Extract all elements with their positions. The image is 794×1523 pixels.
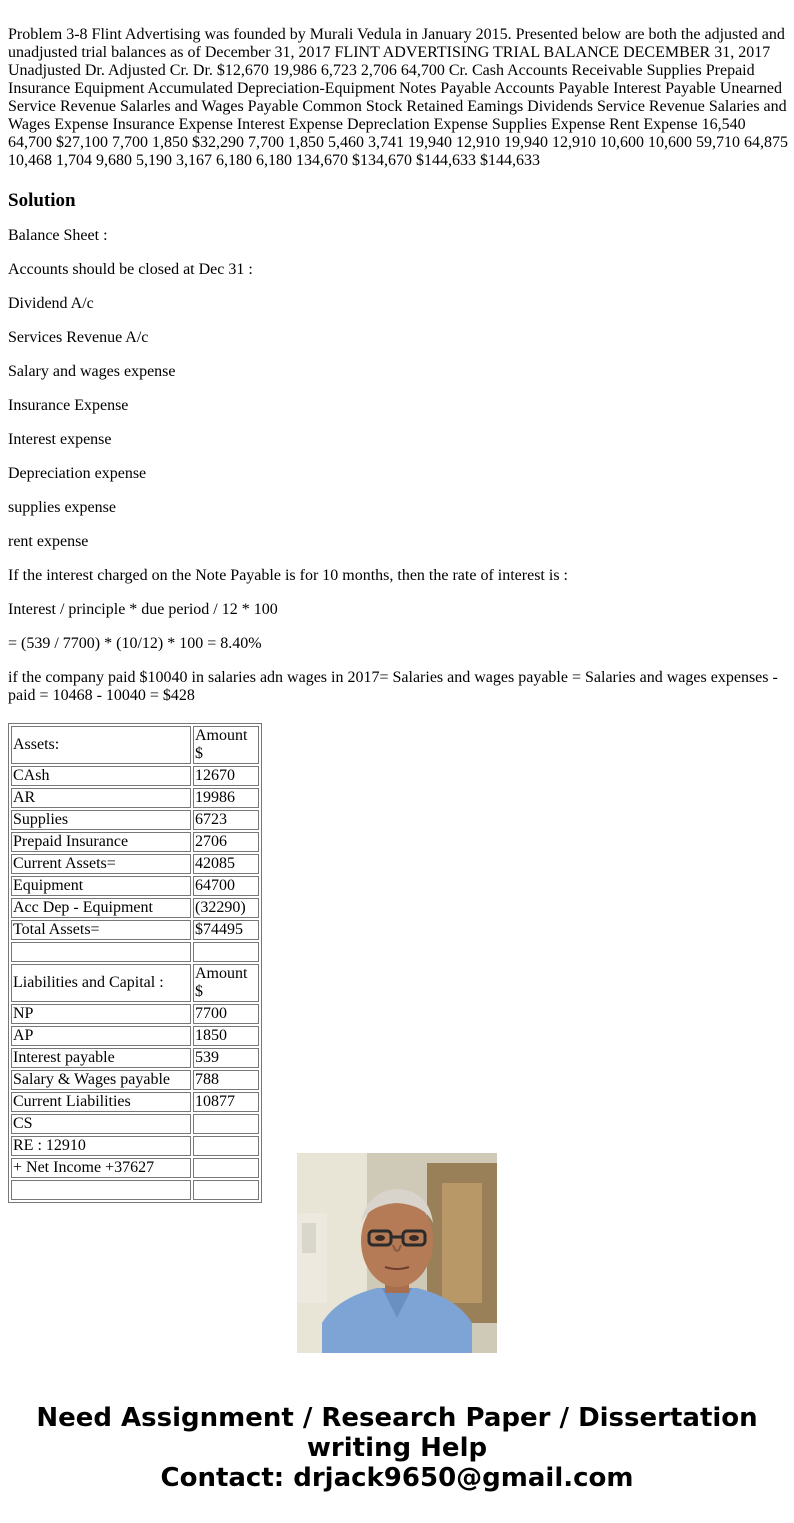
text-line: Salary and wages expense	[8, 363, 176, 380]
text-line: Dividend A/c	[8, 295, 94, 312]
promo-contact: Contact: drjack9650@gmail.com	[160, 1463, 634, 1493]
problem-text: Problem 3-8 Flint Advertising was founded by Murali Vedula in January 2015. Presented below are both the adjusted and unadjusted trial balances as of December 31, 2017 FLINT ADVERTISING TRIAL BALANCE DECEMBER 31, 2017 Unadjusted Dr. Adjusted Cr. Dr. $12,670 19,986 6,723 2,706 64,700 Cr. Cash Accounts Receivable Supplies Prepaid Insurance Equipment Accumulated Depreciation-Equipment Notes Payable Accounts Payable Interest Payable Unearned Service Revenue Salarles and Wages Payable Common Stock Retained Eamings Dividends Service Revenue Salaries and Wages Expense Insurance Expense Interest Expense Depreclation Expense Supplies Expense Rent Expense 16,540 64,700 $27,100 7,700 1,850 $32,290 7,700 1,850 5,460 3,741 19,940 12,910 19,940 12,910 10,600 10,600 59,710 64,875 10,468 1,704 9,680 5,190 3,167 6,180 6,180 134,670 $134,670 $144,633 $144,633	[8, 26, 788, 169]
row-label-cell: Interest payable	[11, 1048, 191, 1068]
table-row	[11, 942, 259, 962]
row-label-cell: Assets:	[11, 726, 191, 764]
row-amount-cell: 12670	[193, 766, 259, 786]
row-label-cell: RE : 12910	[11, 1136, 191, 1156]
table-row	[11, 1026, 259, 1046]
table-row	[11, 964, 259, 1002]
table-row	[11, 1048, 259, 1068]
row-label-cell: AR	[11, 788, 191, 808]
row-label-cell: Total Assets=	[11, 920, 191, 940]
row-amount-cell: Amount $	[193, 726, 259, 764]
balance-sheet-container	[8, 723, 268, 1176]
table-row	[11, 1180, 259, 1200]
row-label-cell	[11, 1180, 191, 1200]
author-photo	[297, 1153, 497, 1353]
balance-sheet-table	[8, 723, 262, 1203]
table-row	[11, 832, 259, 852]
table-row	[11, 876, 259, 896]
text-line: Accounts should be closed at Dec 31 :	[8, 261, 253, 278]
row-amount-cell	[193, 1180, 259, 1200]
row-amount-cell	[193, 1136, 259, 1156]
row-amount-cell: 7700	[193, 1004, 259, 1024]
row-amount-cell	[193, 942, 259, 962]
balance-sheet-body	[11, 726, 259, 1200]
row-amount-cell: 64700	[193, 876, 259, 896]
table-row	[11, 898, 259, 918]
table-row	[11, 788, 259, 808]
table-row	[11, 1070, 259, 1090]
row-label-cell: NP	[11, 1004, 191, 1024]
row-amount-cell: 10877	[193, 1092, 259, 1112]
table-row	[11, 1136, 259, 1156]
document-body	[8, 0, 788, 721]
row-label-cell: + Net Income +37627	[11, 1158, 191, 1178]
row-label-cell: Prepaid Insurance	[11, 832, 191, 852]
row-amount-cell: Amount $	[193, 964, 259, 1002]
row-amount-cell	[193, 1114, 259, 1134]
row-label-cell	[11, 942, 191, 962]
text-line: = (539 / 7700) * (10/12) * 100 = 8.40%	[8, 635, 262, 652]
text-line: Interest expense	[8, 431, 112, 448]
text-line: If the interest charged on the Note Payable is for 10 months, then the rate of interest is :	[8, 567, 568, 584]
row-label-cell: Acc Dep - Equipment	[11, 898, 191, 918]
row-label-cell: CS	[11, 1114, 191, 1134]
promo-banner	[0, 1403, 794, 1493]
promo-line-1: Need Assignment / Research Paper / Dissertation	[36, 1403, 758, 1433]
text-line: rent expense	[8, 533, 89, 550]
row-amount-cell: (32290)	[193, 898, 259, 918]
text-line: supplies expense	[8, 499, 116, 516]
table-row	[11, 1114, 259, 1134]
table-row	[11, 1092, 259, 1112]
row-amount-cell: 42085	[193, 854, 259, 874]
row-label-cell: Current Assets=	[11, 854, 191, 874]
row-label-cell: Liabilities and Capital :	[11, 964, 191, 1002]
table-row	[11, 1158, 259, 1178]
text-line: Interest / principle * due period / 12 * 100	[8, 601, 278, 618]
text-line: if the company paid $10040 in salaries adn wages in 2017= Salaries and wages payable = Salaries and wages expenses - paid = 10468 - 10040 = $428	[8, 669, 778, 704]
table-row	[11, 810, 259, 830]
row-label-cell: Equipment	[11, 876, 191, 896]
row-label-cell: CAsh	[11, 766, 191, 786]
person-photo-icon	[297, 1153, 497, 1353]
text-line: Services Revenue A/c	[8, 329, 149, 346]
table-row	[11, 726, 259, 764]
row-amount-cell: 788	[193, 1070, 259, 1090]
row-amount-cell: 539	[193, 1048, 259, 1068]
table-row	[11, 920, 259, 940]
row-label-cell: Current Liabilities	[11, 1092, 191, 1112]
row-label-cell: Supplies	[11, 810, 191, 830]
text-line: Balance Sheet :	[8, 227, 108, 244]
table-row	[11, 766, 259, 786]
row-amount-cell: $74495	[193, 920, 259, 940]
table-row	[11, 854, 259, 874]
solution-heading: Solution	[8, 190, 76, 211]
table-row	[11, 1004, 259, 1024]
row-amount-cell: 6723	[193, 810, 259, 830]
row-amount-cell: 2706	[193, 832, 259, 852]
row-label-cell: AP	[11, 1026, 191, 1046]
text-line: Insurance Expense	[8, 397, 129, 414]
promo-line-2: writing Help	[306, 1433, 488, 1463]
row-amount-cell: 1850	[193, 1026, 259, 1046]
row-amount-cell	[193, 1158, 259, 1178]
row-label-cell: Salary & Wages payable	[11, 1070, 191, 1090]
text-line: Depreciation expense	[8, 465, 147, 482]
row-amount-cell: 19986	[193, 788, 259, 808]
